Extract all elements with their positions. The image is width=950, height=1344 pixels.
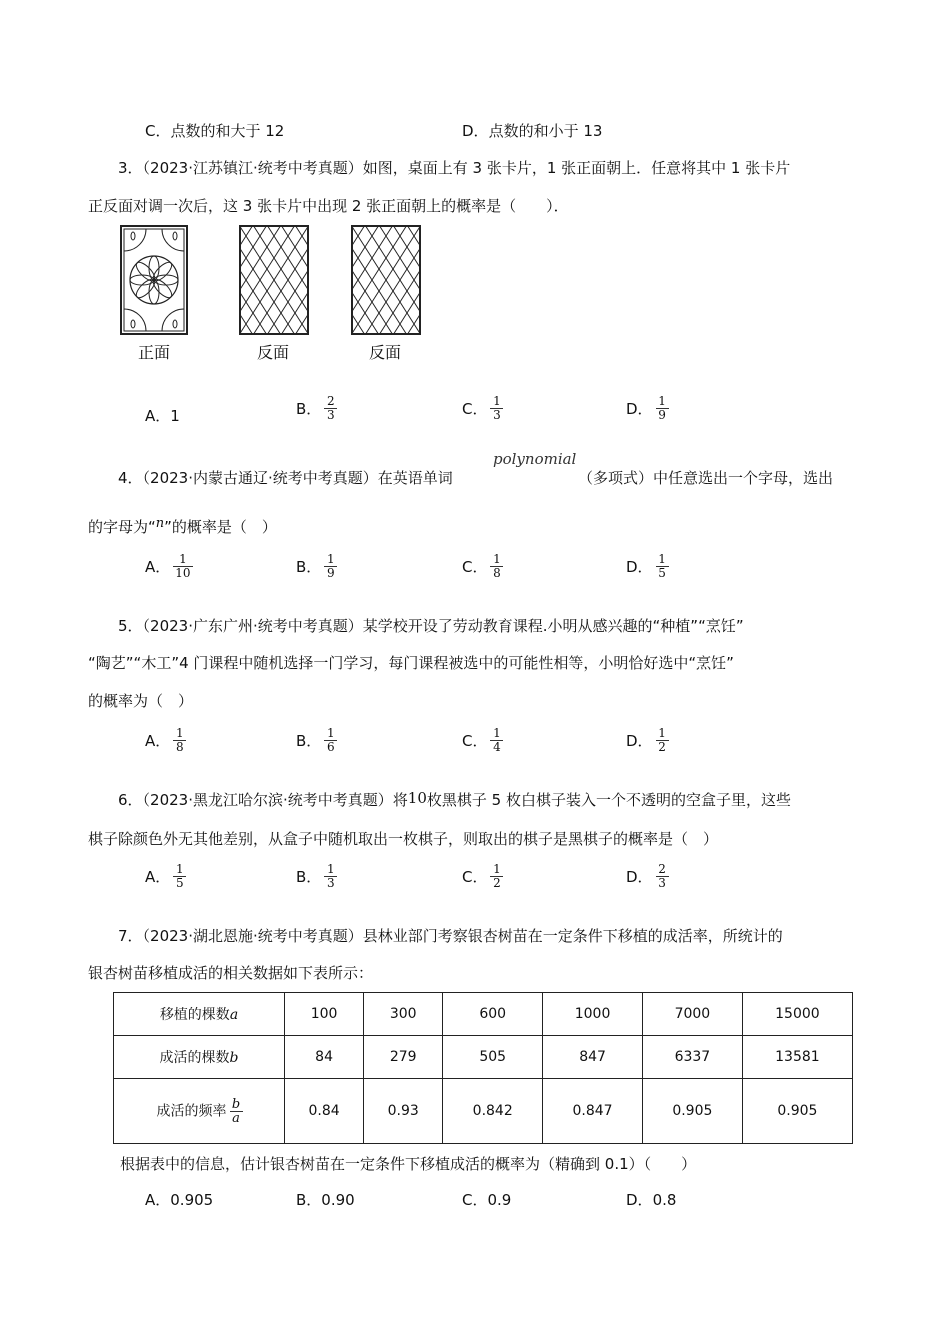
table-cell: 1000: [543, 993, 643, 1036]
q7-option-a[interactable]: [145, 1189, 213, 1210]
fraction: $\frac{1}{2}$: [491, 863, 502, 890]
option-label: D．: [626, 558, 653, 576]
question-text: 县林业部门考察银杏树苗在一定条件下移植的成活率，所统计的: [362, 927, 783, 945]
q4-option-c[interactable]: [462, 553, 502, 580]
card-label-back: 反面: [369, 343, 402, 362]
q4-line-1-tail: （多项式）中任意选出一个字母，选出: [578, 469, 834, 487]
option-text: 1: [170, 406, 180, 425]
option-label: B．: [296, 868, 322, 886]
fraction: $\frac{1}{4}$: [491, 727, 502, 754]
fraction: $\frac{1}{8}$: [491, 553, 502, 580]
q7-line-2: 银杏树苗移植成活的相关数据如下表所示：: [88, 964, 374, 982]
q5-option-a[interactable]: [145, 727, 185, 754]
option-label: B．: [296, 558, 322, 576]
question-text: 在英语单词: [377, 469, 453, 487]
table-cell: 847: [543, 1036, 643, 1079]
question-number: 7．: [118, 927, 143, 945]
fraction: $\frac{1}{8}$: [174, 727, 185, 754]
fraction: $\frac{1}{5}$: [174, 863, 185, 890]
option-text: 0.90: [321, 1190, 355, 1209]
option-label: A．: [145, 868, 171, 886]
row-header: 成活的频率 $\frac{b}{a}$: [114, 1079, 285, 1144]
card-back-image: [239, 225, 309, 335]
table-cell: 7000: [642, 993, 742, 1036]
math-number: 10: [407, 789, 427, 807]
row-header: 成活的棵数b: [114, 1036, 285, 1079]
q3-option-c[interactable]: [462, 395, 502, 422]
q2-option-c[interactable]: [145, 120, 284, 141]
fraction: $\frac{1}{2}$: [657, 727, 668, 754]
table-cell: 100: [285, 993, 364, 1036]
table-cell: 0.905: [742, 1079, 852, 1144]
table-cell: 279: [364, 1036, 443, 1079]
q4-option-b[interactable]: [296, 553, 336, 580]
table-cell: 0.842: [443, 1079, 543, 1144]
q5-option-b[interactable]: [296, 727, 336, 754]
table-cell: 0.905: [642, 1079, 742, 1144]
option-label: A．: [145, 558, 171, 576]
question-text: 某学校开设了劳动教育课程.小明从感兴趣的“种植”“烹饪”: [362, 617, 744, 635]
q7-option-b[interactable]: [296, 1189, 355, 1210]
math-letter: n: [155, 516, 165, 531]
q3-line-2: 正反面对调一次后，这 3 张卡片中出现 2 张正面朝上的概率是（ ）．: [88, 197, 569, 215]
q6-line-2: 棋子除颜色外无其他差别，从盒子中随机取出一枚棋子，则取出的棋子是黑棋子的概率是（ ）: [88, 830, 719, 848]
option-label: B．: [296, 1191, 322, 1209]
q3-option-a[interactable]: [145, 405, 180, 426]
table-cell: 0.84: [285, 1079, 364, 1144]
q4-option-d[interactable]: [626, 553, 668, 580]
fraction: $\frac{1}{6}$: [325, 727, 336, 754]
option-text: 0.905: [170, 1190, 214, 1209]
table-cell: 0.847: [543, 1079, 643, 1144]
option-label: D．: [462, 122, 489, 140]
card-front-image: [120, 225, 188, 335]
question-text: 枚黑棋子 5 枚白棋子装入一个不透明的空盒子里，这些: [426, 791, 791, 809]
option-label: D．: [626, 1191, 653, 1209]
option-text: 点数的和小于 13: [488, 122, 603, 140]
q3-option-d[interactable]: [626, 395, 668, 422]
q2-option-d[interactable]: [462, 120, 602, 141]
table-cell: 505: [443, 1036, 543, 1079]
q7-line-1: [118, 925, 783, 946]
table-row: [114, 993, 853, 1036]
option-label: C．: [462, 558, 488, 576]
q6-option-d[interactable]: [626, 863, 668, 890]
q4-line-2: 的字母为“n”的概率是（ ）: [88, 516, 277, 536]
card-label-front: 正面: [138, 343, 171, 362]
table-cell: 15000: [742, 993, 852, 1036]
q5-line-1: [118, 615, 744, 636]
table-cell: 6337: [642, 1036, 742, 1079]
table-cell: 600: [443, 993, 543, 1036]
fraction: $\frac{2}{3}$: [325, 395, 336, 422]
q7-after-table: 根据表中的信息，估计银杏树苗在一定条件下移植成活的概率为（精确到 0.1）（ ）: [120, 1155, 697, 1173]
option-label: B．: [296, 732, 322, 750]
option-label: C．: [462, 732, 488, 750]
q3-line-1: [118, 157, 790, 178]
option-label: A．: [145, 732, 171, 750]
fraction: $\frac{1}{10}$: [175, 552, 191, 580]
q5-line-3: 的概率为（ ）: [88, 692, 194, 710]
option-label: C．: [145, 122, 171, 140]
q3-option-b[interactable]: [296, 395, 336, 422]
q6-line-1: 6．（2023·黑龙江哈尔滨·统考中考真题）将10枚黑棋子 5 枚白棋子装入一个不透明的空盒子里，这些: [118, 789, 791, 809]
q4-option-a[interactable]: [145, 553, 192, 580]
table-cell: 13581: [742, 1036, 852, 1079]
q7-option-c[interactable]: [462, 1189, 511, 1210]
data-table: [113, 992, 853, 1144]
option-label: D．: [626, 400, 653, 418]
question-source: （2023·内蒙古通辽·统考中考真题）: [142, 469, 378, 487]
question-number: 3．: [118, 159, 143, 177]
option-label: B．: [296, 400, 322, 418]
question-source: （2023·黑龙江哈尔滨·统考中考真题）: [142, 791, 393, 809]
q6-option-b[interactable]: [296, 863, 336, 890]
q6-option-c[interactable]: [462, 863, 502, 890]
math-word: polynomial: [493, 450, 577, 468]
table-cell: 300: [364, 993, 443, 1036]
table-row: [114, 1079, 853, 1144]
question-source: （2023·江苏镇江·统考中考真题）: [142, 159, 363, 177]
question-source: （2023·广东广州·统考中考真题）: [142, 617, 363, 635]
option-text: 0.8: [652, 1190, 677, 1209]
q6-option-a[interactable]: [145, 863, 185, 890]
table-row: [114, 1036, 853, 1079]
question-number: 6．: [118, 791, 143, 809]
card-label-back: 反面: [257, 343, 290, 362]
table-cell: 84: [285, 1036, 364, 1079]
option-label: D．: [626, 732, 653, 750]
fraction: $\frac{2}{3}$: [657, 863, 668, 890]
fraction: $\frac{1}{3}$: [325, 863, 336, 890]
option-label: A．: [145, 407, 171, 425]
question-number: 5．: [118, 617, 143, 635]
q5-line-2: “陶艺”“木工”4 门课程中随机选择一门学习，每门课程被选中的可能性相等，小明恰好选中“烹饪”: [88, 654, 734, 672]
fraction: $\frac{1}{9}$: [325, 553, 336, 580]
option-text: 点数的和大于 12: [170, 122, 285, 140]
option-label: C．: [462, 1191, 488, 1209]
option-label: A．: [145, 1191, 171, 1209]
option-label: D．: [626, 868, 653, 886]
fraction: $\frac{1}{5}$: [657, 553, 668, 580]
row-header: 移植的棵数a: [114, 993, 285, 1036]
option-label: C．: [462, 400, 488, 418]
q7-option-d[interactable]: [626, 1189, 676, 1210]
table-cell: 0.93: [364, 1079, 443, 1144]
fraction: $\frac{1}{9}$: [657, 395, 668, 422]
card-back-image: [351, 225, 421, 335]
q4-line-1: [118, 467, 453, 488]
question-text: 如图，桌面上有 3 张卡片，1 张正面朝上．任意将其中 1 张卡片: [362, 159, 791, 177]
question-source: （2023·湖北恩施·统考中考真题）: [142, 927, 363, 945]
option-label: C．: [462, 868, 488, 886]
q5-option-c[interactable]: [462, 727, 502, 754]
question-number: 4．: [118, 469, 143, 487]
fraction: $\frac{1}{3}$: [491, 395, 502, 422]
q5-option-d[interactable]: [626, 727, 668, 754]
option-text: 0.9: [487, 1190, 512, 1209]
